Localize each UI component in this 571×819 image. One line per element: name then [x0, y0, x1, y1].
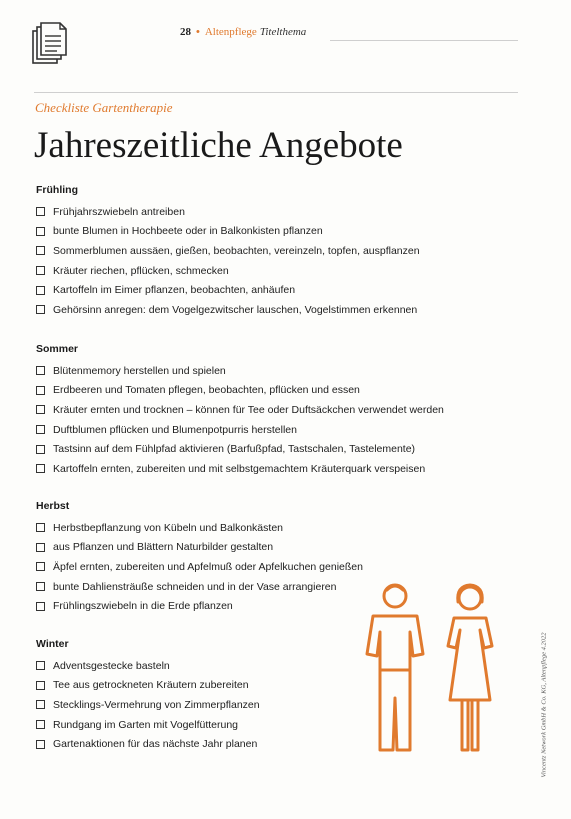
- checklist-item-label: Kräuter ernten und trocknen – können für Tee oder Duftsäckchen verwendet werden: [53, 403, 444, 416]
- checkbox-icon[interactable]: [36, 523, 45, 532]
- checklist-item-label: Frühlingszwiebeln in die Erde pflanzen: [53, 600, 233, 613]
- checklist-item-label: aus Pflanzen und Blättern Naturbilder gestalten: [53, 541, 274, 554]
- checklist-item-label: Kartoffeln ernten, zubereiten und mit selbstgemachtem Kräuterquark verspeisen: [53, 462, 426, 475]
- checkbox-icon[interactable]: [36, 286, 45, 295]
- checkbox-icon[interactable]: [36, 425, 45, 434]
- checkbox-icon[interactable]: [36, 266, 45, 275]
- checklist-item: [36, 557, 516, 577]
- checkbox-icon[interactable]: [36, 445, 45, 454]
- checklist-item: [36, 381, 516, 401]
- checklist-item-label: bunte Dahliensträuße schneiden und in der Vase arrangieren: [53, 580, 337, 593]
- checkbox-icon[interactable]: [36, 405, 45, 414]
- checkbox-icon[interactable]: [36, 366, 45, 375]
- checklist-item: [36, 222, 516, 242]
- checklist-item-label: Herbstbepflanzung von Kübeln und Balkonkästen: [53, 521, 283, 534]
- document-icon: [32, 22, 68, 66]
- man-woman-figures-icon: [360, 580, 510, 780]
- checklist-item-label: Adventsgestecke basteln: [53, 659, 170, 672]
- checkbox-icon[interactable]: [36, 720, 45, 729]
- checklist: [36, 202, 516, 320]
- header-section: Altenpflege: [204, 26, 257, 38]
- checklist-item: [36, 261, 516, 281]
- header-topic: Titelthema: [259, 26, 307, 38]
- season-heading: Winter: [36, 638, 69, 650]
- page-number: 28: [180, 26, 191, 38]
- checkbox-icon[interactable]: [36, 227, 45, 236]
- checklist-item: [36, 241, 516, 261]
- checklist-item-label: Sommerblumen aussäen, gießen, beobachten, vereinzeln, topfen, auspflanzen: [53, 244, 420, 257]
- checklist-item: [36, 420, 516, 440]
- season-heading: Sommer: [36, 343, 79, 355]
- checklist-item: [36, 400, 516, 420]
- checkbox-icon[interactable]: [36, 661, 45, 670]
- checklist-item-label: Kartoffeln im Eimer pflanzen, beobachten, anhäufen: [53, 284, 296, 297]
- checklist-item: [36, 202, 516, 222]
- checkbox-icon[interactable]: [36, 386, 45, 395]
- page-header: [180, 26, 306, 38]
- header-separator: •: [196, 26, 200, 38]
- page-title: Jahreszeitliche Angebote: [34, 125, 403, 166]
- checklist-item: [36, 361, 516, 381]
- checkbox-icon[interactable]: [36, 700, 45, 709]
- divider-rule: [34, 92, 518, 93]
- checkbox-icon[interactable]: [36, 543, 45, 552]
- checklist-item-label: Duftblumen pflücken und Blumenpotpurris herstellen: [53, 423, 297, 436]
- kicker: Checkliste Gartentherapie: [35, 100, 173, 115]
- checklist-item-label: Stecklings-Vermehrung von Zimmerpflanzen: [53, 698, 260, 711]
- checkbox-icon[interactable]: [36, 602, 45, 611]
- checklist: [36, 361, 516, 479]
- checkbox-icon[interactable]: [36, 681, 45, 690]
- checklist-item: [36, 459, 516, 479]
- checklist-item-label: Tee aus getrockneten Kräutern zubereiten: [53, 679, 249, 692]
- season-heading: Herbst: [36, 500, 70, 512]
- checkbox-icon[interactable]: [36, 305, 45, 314]
- checklist-item-label: bunte Blumen in Hochbeete oder in Balkonkisten pflanzen: [53, 225, 323, 238]
- checklist-item: [36, 280, 516, 300]
- checklist-item-label: Rundgang im Garten mit Vogelfütterung: [53, 718, 239, 731]
- checklist-item-label: Kräuter riechen, pflücken, schmecken: [53, 264, 229, 277]
- season-section: [36, 343, 516, 479]
- header-rule: [330, 40, 518, 41]
- checkbox-icon[interactable]: [36, 246, 45, 255]
- checklist-item-label: Äpfel ernten, zubereiten und Apfelmuß oder Apfelkuchen genießen: [53, 560, 363, 573]
- checkbox-icon[interactable]: [36, 464, 45, 473]
- checklist-item-label: Gehörsinn anregen: dem Vogelgezwitscher lauschen, Vogelstimmen erkennen: [53, 303, 418, 316]
- checklist-item-label: Frühjahrszwiebeln antreiben: [53, 205, 185, 218]
- image-credit: Vincentz Network GmbH & Co. KG, Altenpflege 4.2022: [540, 632, 548, 778]
- checklist-item: [36, 518, 516, 538]
- checklist-item: [36, 300, 516, 320]
- checkbox-icon[interactable]: [36, 582, 45, 591]
- checklist-item-label: Gartenaktionen für das nächste Jahr planen: [53, 738, 258, 751]
- checkbox-icon[interactable]: [36, 740, 45, 749]
- checklist-item-label: Tastsinn auf dem Fühlpfad aktivieren (Barfußpfad, Tastschalen, Tastelemente): [53, 443, 416, 456]
- checklist-item-label: Erdbeeren und Tomaten pflegen, beobachten, pflücken und essen: [53, 384, 360, 397]
- checklist-item: [36, 439, 516, 459]
- checklist-item-label: Blütenmemory herstellen und spielen: [53, 364, 226, 377]
- season-heading: Frühling: [36, 184, 78, 196]
- checklist-item: [36, 538, 516, 558]
- season-section: [36, 184, 516, 320]
- checkbox-icon[interactable]: [36, 562, 45, 571]
- checkbox-icon[interactable]: [36, 207, 45, 216]
